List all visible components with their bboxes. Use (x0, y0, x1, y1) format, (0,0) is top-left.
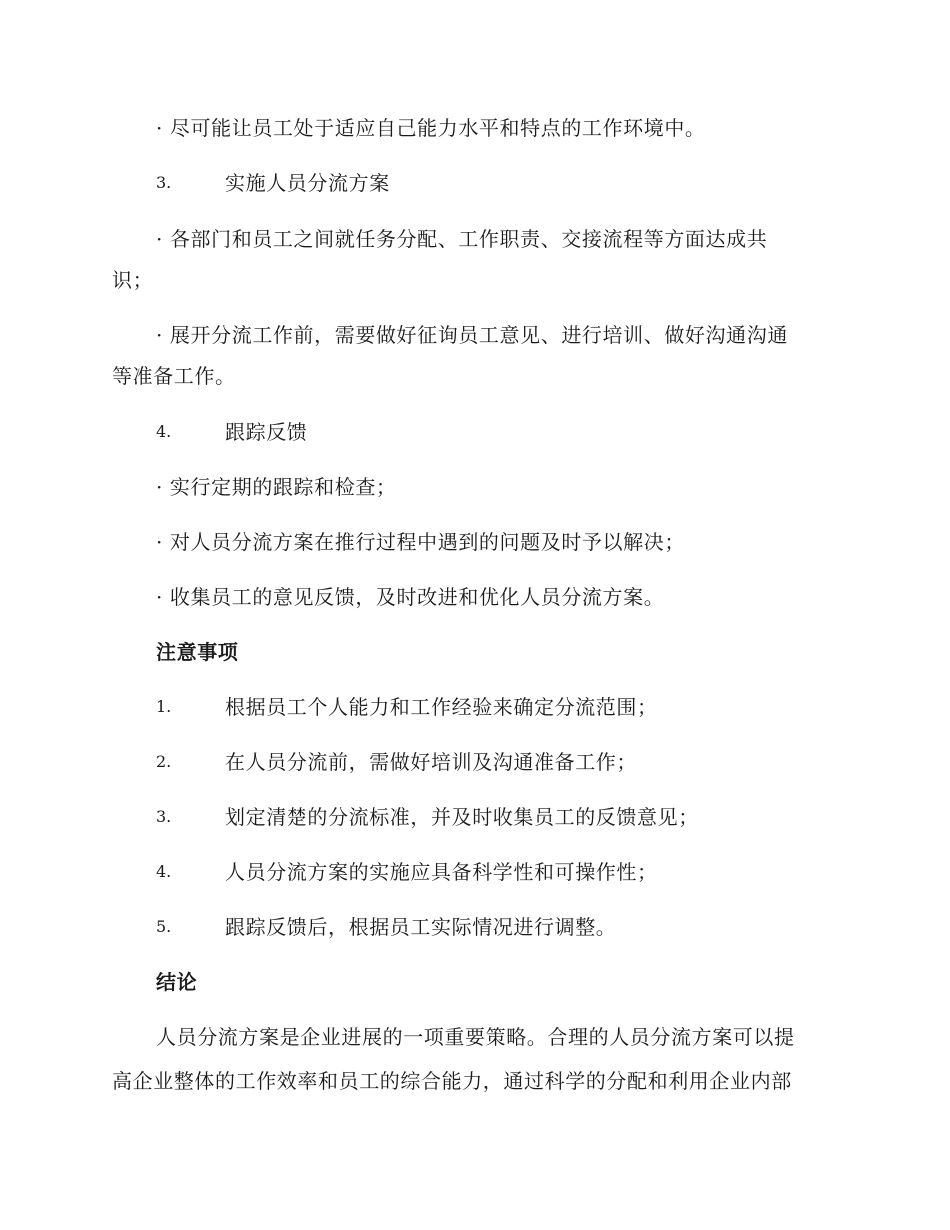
conclusion-line1: 人员分流方案是企业进展的一项重要策略。合理的人员分流方案可以提 (156, 1025, 795, 1049)
bullet-preparation-line1: · 展开分流工作前，需要做好征询员工意见、进行培训、做好沟通沟通 (156, 323, 788, 347)
note-3-text: 划定清楚的分流标准，并及时收集员工的反馈意见； (225, 805, 699, 829)
note-1-text: 根据员工个人能力和工作经验来确定分流范围； (225, 695, 658, 719)
note-2-number: 2. (156, 752, 172, 771)
bullet-regular-tracking: · 实行定期的跟踪和检查； (156, 475, 397, 499)
notes-heading: 注意事项 (156, 640, 239, 664)
step-3-title: 实施人员分流方案 (225, 171, 390, 195)
bullet-preparation-line2: 等准备工作。 (112, 364, 236, 388)
note-2-text: 在人员分流前，需做好培训及沟通准备工作； (225, 750, 637, 774)
note-3-number: 3. (156, 807, 172, 826)
bullet-consensus-line2: 识； (112, 268, 154, 292)
conclusion-line2: 高企业整体的工作效率和员工的综合能力，通过科学的分配和利用企业内部 (112, 1069, 792, 1093)
bullet-consensus-line1: · 各部门和员工之间就任务分配、工作职责、交接流程等方面达成共 (156, 227, 768, 251)
note-4-text: 人员分流方案的实施应具备科学性和可操作性； (225, 860, 658, 884)
note-5-text: 跟踪反馈后，根据员工实际情况进行调整。 (225, 915, 617, 939)
note-5-number: 5. (156, 917, 172, 936)
note-4-number: 4. (156, 862, 172, 881)
bullet-collect-feedback: · 收集员工的意见反馈，及时改进和优化人员分流方案。 (156, 585, 665, 609)
step-3-number: 3. (156, 173, 172, 192)
step-4-title: 跟踪反馈 (225, 420, 308, 444)
step-4-number: 4. (156, 422, 172, 441)
bullet-resolve-problems: · 对人员分流方案在推行过程中遇到的问题及时予以解决； (156, 530, 685, 554)
note-1-number: 1. (156, 697, 172, 716)
bullet-work-environment: · 尽可能让员工处于适应自己能力水平和特点的工作环境中。 (156, 116, 706, 140)
conclusion-heading: 结论 (156, 970, 198, 994)
